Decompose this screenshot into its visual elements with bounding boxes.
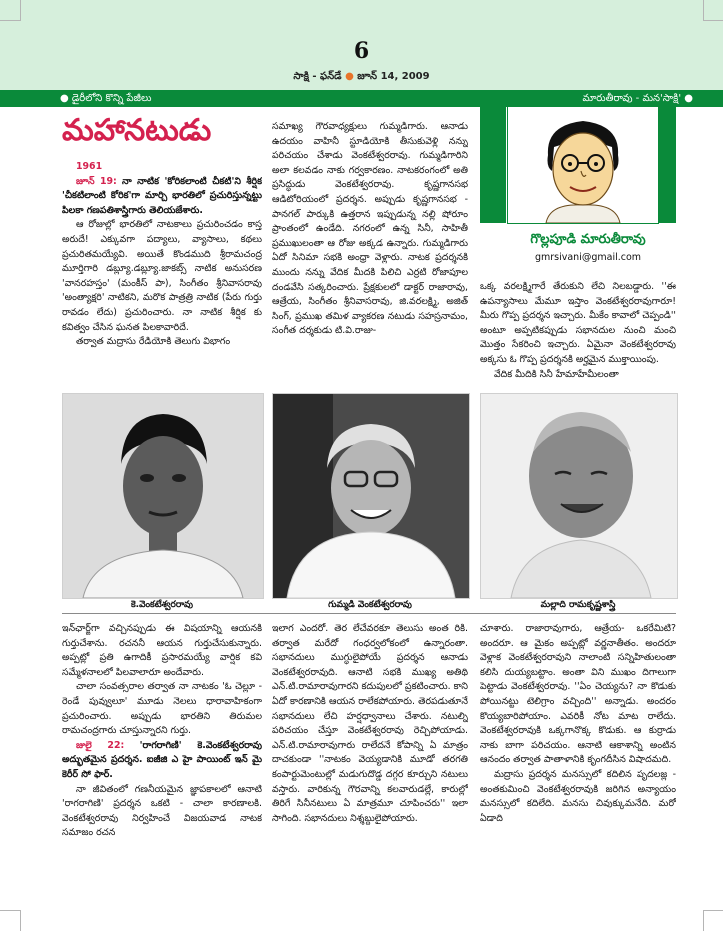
article-column-3-top	[480, 280, 676, 388]
portrait-photo	[63, 394, 263, 598]
paragraph: చూశారు. రాజారావుగారు, ఆత్రేయ- ఒకరేమిటి? అందరూ. ఆ మైకం అప్పట్లో వర్ణనాతీతం. అందరూ వెళ్లాక వెంకటేశ్వరరావుని నాలాంటి సన్నిహితులంతా కలిసి దుయ్యబట్టాం. అంతా విని ముఖం దిగాలుగా పెట్టాడు వెంకటేశ్వరరావు. ''ఏం చెయ్యను? నా కొడుకు పోయినట్టు టెలిగ్రాం వచ్చింది'' అన్నాడు. అందరం కొయ్యబారిపోయాం. ఎవరికీ నోట మాట రాలేదు. వెంకటేశ్వరరావుకి ఒక్కగానొక్క కొడుకు. ఆ కుర్రాడు నాకు బాగా పరిచయం. ఆనాటి ఆకాశాన్ని అంటిన ఆనందం తర్వాత పాతాళానికి కృంగదీసిన విషాదమది.	[480, 623, 676, 766]
crop-mark-top-left	[0, 0, 21, 21]
paragraph: తర్వాత మద్రాసు రేడియోకి తెలుగు విభాగం	[76, 336, 231, 348]
paragraph: మద్రాసు ప్రదర్శన మనస్సులో కదిలిన పృదలజ్ల - అంతకుమించి వెంకటేశ్వరరావుకి జరిగిన అన్యాయం మనస్సులో కదిలేది. మనసు చివుక్కుమనేది. మరో ఏడాది	[480, 768, 676, 824]
paragraph: ఒక్క వరలక్ష్మిగారే తేరుకుని లేచి నిలబడ్డారు. ''ఈ ఉపన్యాసాలు మేమూ ఇస్తాం వెంకటేశ్వరరావుగారూ! మీరు గొప్ప ప్రదర్శన ఇచ్చారు. మీకేం కావాలో చెప్పండి'' అంటూ అప్పటికప్పుడు సభానదుల నుంచి మంచి మొత్తం సేకరించి ఇచ్చారు. ఏమైనా వెంకటేశ్వరరావు అక్కసు ఓ గొప్ప ప్రదర్శనకి అర్హమైన ముక్తాయింపు.	[480, 281, 676, 365]
photo-caption: గుమ్మడి వెంకటేశ్వరరావు	[328, 600, 412, 610]
article-column-1-bottom	[62, 622, 262, 912]
article-column-1-top	[62, 160, 262, 388]
paragraph: ఆ రోజుల్లో భారతిలో నాటకాలు ప్రచురించడం కాస్త అరుదే! ఎక్కువగా పద్యాలు, వ్యాసాలు, కథలు ప్రచురితమయ్యేవి. అయితే కొండముది శ్రీరామచంద్ర మూర్తిగారి డబ్ల్యూ.డబ్ల్యూ.జాకబ్స్ నాటిక అనుసరణ 'వానరహస్తం' (మంకీస్ పా), సింగీతం శ్రీనివాసరావు 'అంత్యాక్షరి' నాటికని, మరొక పాత్రత్రి నాటిక (పేరు గుర్తు రావడం లేదు) ప్రచురించారు. నా నాటిక శీర్షిక కు కవిత్వం చేసిన ఘనత పిలకావారిదే.	[62, 219, 262, 333]
crop-mark-bottom-left	[0, 910, 21, 931]
author-caricature	[507, 107, 659, 224]
meta-bullet: ●	[345, 71, 354, 82]
paragraph: ఇన్‌ఛార్జ్‌గా వచ్చినప్పుడు ఈ విషయాన్ని ఆయనకి గుర్తుచేశాను. రచననీ ఆయన గుర్తుచేసుకున్నారు. అప్పట్లో ప్రతి ఉగాదికీ ప్రసారమయ్యే వార్షిక కవి సమ్మేళనాలలో పిలవాలారూ అందేవారు.	[62, 623, 262, 678]
crop-mark-top-right	[703, 0, 723, 21]
paragraph: నా నాటిక 'కోరికలాంటి చీకటి'ని శీర్షిక 'చీకటిలాంటి కోరిక'గా మార్చి భారతిలో ప్రచురిస్తున్నట్టు పిలకా గణపతిశాస్త్రిగారు తెలియజేశారు.	[62, 175, 262, 216]
section-divider	[62, 613, 676, 614]
photo-k-venkateswararao	[62, 393, 264, 599]
crop-mark-bottom-right	[703, 910, 723, 931]
page-number: 6	[353, 38, 370, 64]
paragraph: చాలా సంవత్సరాల తర్వాత నా నాటకం 'ఓ చెల్లూ - రెండే పువ్వులూ' మూడు నెలలు ధారావాహికంగా ప్రచురించారు. అప్పుడు భారతిని తిరుమల రామచంద్రగారు చూస్తున్నారని గుర్తు.	[62, 681, 262, 737]
author-box-accent-left	[480, 107, 506, 223]
article-headline: మహానటుడు	[62, 113, 212, 148]
column-title: మారుతీరావు - మన'సాక్షి' ●	[582, 93, 693, 104]
photo-gummadi-venkateswararao	[272, 393, 470, 599]
issue-date: జూన్ 14, 2009	[357, 71, 430, 82]
author-caricature-drawing	[508, 107, 658, 223]
section-ribbon	[0, 90, 723, 107]
photo-caption: మల్లాది రామకృష్ణశాస్త్రి	[540, 600, 616, 610]
page-meta	[0, 70, 723, 84]
diary-entry-date: జులై 22:	[76, 739, 125, 751]
paragraph: నా జీవితంలో గణనీయమైన జ్ఞాపకాలలో ఆనాటి 'రాగరాగిణి' ప్రదర్శన ఒకటి - చాలా కారణాలకి. వెంకటేశ్వరరావు నిర్వహించే విజయవాడ నాటక సమాజం రచన	[62, 783, 262, 839]
author-email[interactable]: gmrsivani@gmail.com	[534, 252, 642, 263]
section-title: ● డైరీలోని కొన్ని పేజీలు	[60, 93, 152, 104]
photo-malladi-ramakrishnasastry	[480, 393, 678, 599]
paragraph: సమాఖ్య గౌరవాధ్యక్షులు గుమ్మడిగారు. ఆనాడు ఉదయం వాహినీ స్టూడియోకి తీసుకువెళ్లి నన్ను పరిచయం చేశాడు వెంకటేశ్వరరావు. గుమ్మడిగారిని అలా కలవడం నాకు గర్వకారణం. నాటకరంగంలో అతి ప్రసిద్ధుడు వెంకటేశ్వరరావు. కృష్ణగానసభ ఆడిటోరియంలో ప్రదర్శన. అప్పుడు కృష్ణగానసభ - పానగల్ పార్కుకి ఉత్తరాన ఇప్పుడున్న నల్లి షోరూం ప్రాంతంలో ఉండేది. నగరంలో ఉన్న సినీ, సాహితీ ప్రముఖులంతా ఆ రోజు అక్కడ ఉన్నారు. గుమ్మడిగారు ఏదో సినిమా సభకి అంధ్రా వెళ్లారు. నాటక ప్రదర్శనకి ముందు నన్ను వేదిక మీదకి పిలిచి ఎర్రటి రోజాపూల దండవేసి సత్కరించారు. ప్రేక్షకులలో డాక్టర్ రాజారావు, ఆత్రేయ, సింగీతం శ్రీనివాసరావు, జి.వరలక్ష్మి, అజిత్ సింగ్, ప్రముఖ తమిళ వ్యాకరణ నటుడు సహస్రనామం, సంగీత దర్శకుడు టి.వి.రాజు-	[272, 121, 468, 337]
article-column-3-bottom	[480, 622, 676, 912]
paragraph: వేదిక మీదికి సినీ హేమాహేమీలంతా	[494, 368, 619, 380]
paragraph: 'రాగరాగిణి' కె.వెంకటేశ్వరరావు అద్భుతమైన ప్రదర్శన. ఐజీజి ఎ హై పాయింట్ ఇన్ మై కెరీర్ సో ఫార్.	[62, 739, 262, 780]
photo-caption: కె.వెంకటేశ్వరరావు	[130, 600, 194, 610]
author-name: గొల్లపూడి మారుతీరావు	[530, 232, 646, 247]
paragraph: ఇలాగ ఎందరో. తెర లేచేవరకూ తెలుసు అంత రికి. తర్వాత మరేదో గంధర్వలోకంలో ఉన్నారంతా. సభానదులు ముగ్ధులైపోయే ప్రదర్శన ఆనాడు వెంకటేశ్వరరావుది. ఆనాటి సభకి ముఖ్య అతిథి ఎన్.టి.రామారావుగారని కదుపులలో ప్రకటించారు. కాని ఏదో కారణానికి ఆయన రాలేకపోయారు. తెరపడుతూనే సభానదులు లేచి హర్షధ్వానాలు చేశారు. నటుల్ని పరిచయం చేస్తూ వెంకటేశ్వరరావు రెచ్చిపోయాడు. ఎన్.టి.రామారావుగారు రాలేదనే కోపాన్ని ఏ మాత్రం దాచకుండా ''నాటకం వెయ్యడానికి మూడో తరగతి కంపార్టుమెంటుల్లో మడుగుదొడ్డ దగ్గర కూర్చుని నటులు వస్తారు. వారికున్న గౌరవాన్ని కలవారుడల్లే, కారుల్లో తిరిగే సినీనటులు ఏ మాత్రమూ చూపించరు'' ఇలా సాగింది. సభానదులు నిశ్శబ్దులైపోయారు.	[272, 623, 468, 824]
year-heading: 1961	[76, 161, 103, 172]
article-column-2-top	[272, 120, 468, 388]
article-column-2-bottom	[272, 622, 468, 912]
diary-entry-date: జూన్ 19:	[76, 175, 117, 187]
portrait-photo	[481, 394, 677, 598]
portrait-photo	[273, 394, 469, 598]
author-box-accent-right	[658, 107, 676, 223]
publication-name: సాక్షి - ఫన్‌డే	[293, 71, 342, 82]
